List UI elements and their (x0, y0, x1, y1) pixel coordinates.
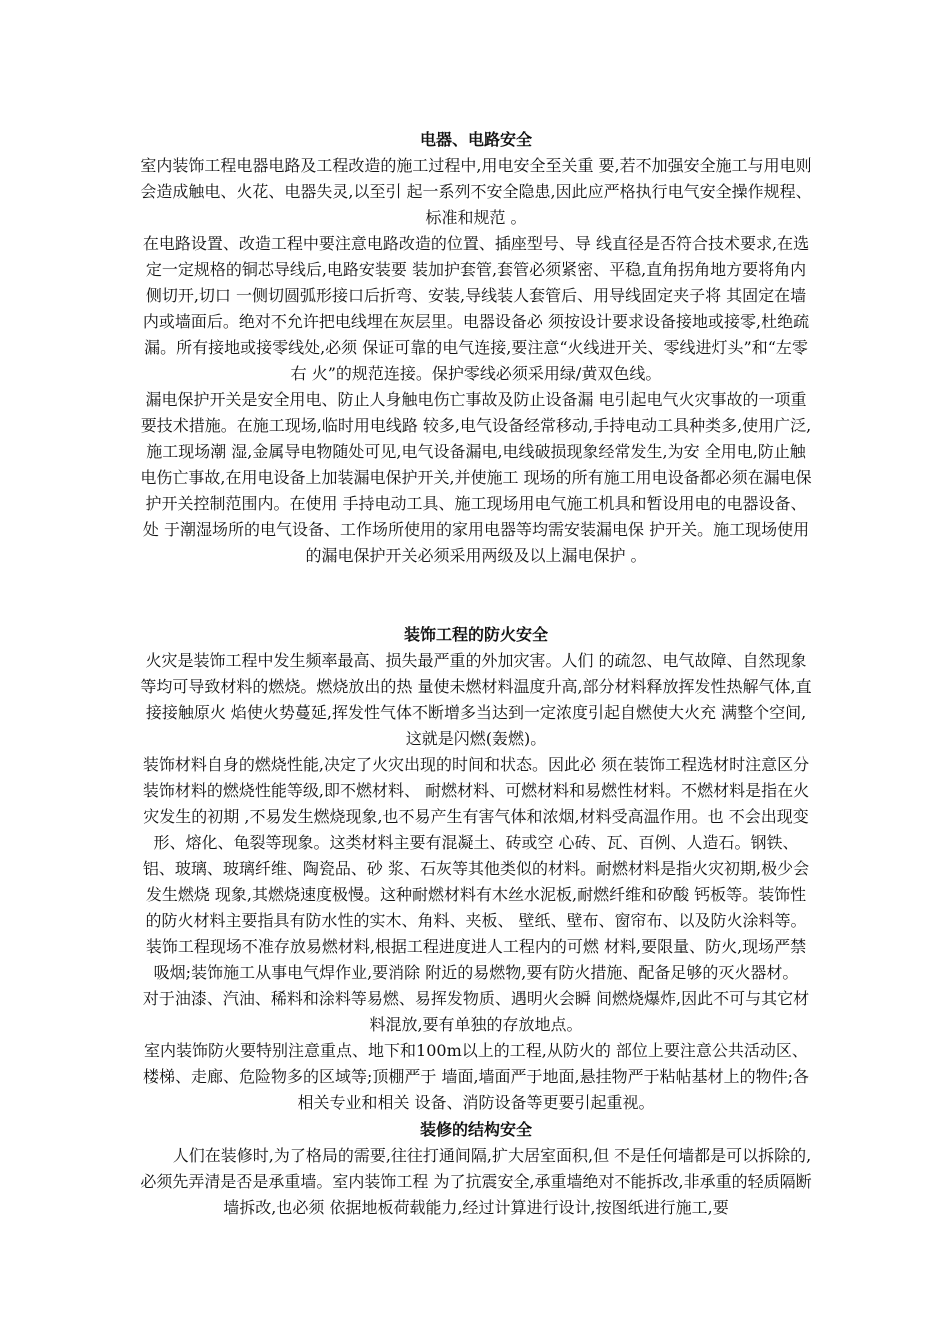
section-fire-safety (140, 621, 812, 1116)
paragraph: 室内装饰工程电器电路及工程改造的施工过程中,用电安全至关重 要,若不加强安全施工与用电则会造成触电、火花、电器失灵,以至引 起一系列不安全隐患,因此应严格执行电气安全操作规程、标准和规范 。 (140, 156, 812, 227)
section-spacer (140, 569, 812, 621)
section-electrical-safety (140, 126, 812, 569)
section-structural-safety (140, 1116, 812, 1221)
document-page (140, 126, 812, 1221)
section-title: 装修的结构安全 (419, 1120, 532, 1139)
paragraph: 对于油漆、汽油、稀料和涂料等易燃、易挥发物质、遇明火会瞬 间燃烧爆炸,因此不可与其它材料混放,要有单独的存放地点。 (142, 989, 810, 1034)
paragraph: 装饰材料自身的燃烧性能,决定了火灾出现的时间和状态。因此必 须在装饰工程选材时注意区分装饰材料的燃烧性能等级,即不燃材料、 耐燃材料、可燃材料和易燃性材料。不燃材料是指在火灾发生的初期 ,不易发生燃烧现象,也不易产生有害气体和浓烟,材料受高温作用。也 不会出现变形、熔化、龟裂等现象。这类材料主要有混凝土、砖或空 心砖、瓦、百例、人造石。钢铁、铝、玻璃、玻璃纤维、陶瓷品、砂 浆、石灰等其他类似的材料。耐燃材料是指火灾初期,极少会发生燃烧 现象,其燃烧速度极慢。这种耐燃材料有木丝水泥板,耐燃纤维和矽酸 钙板等。装饰性的防火材料主要指具有防水性的实木、角料、夹板、 壁纸、壁布、窗帘布、以及防火涂料等。 (142, 755, 810, 930)
paragraph: 装饰工程现场不准存放易燃材料,根据工程进度进人工程内的可燃 材料,要限量、防火,现场严禁吸烟;装饰施工从事电气焊作业,要消除 附近的易燃物,要有防火措施、配备足够的灭火器材。 (145, 937, 807, 982)
paragraph: 漏电保护开关是安全用电、防止人身触电伤亡事故及防止设备漏 电引起电气火灾事故的一项重要技术措施。在施工现场,临时用电线路 较多,电气设备经常移动,手持电动工具种类多,使用广泛,施工现场潮 湿,金属导电物随处可见,电气设备漏电,电线破损现象经常发生,为安 全用电,防止触电伤亡事故,在用电设备上加装漏电保护开关,并使施工 现场的所有施工用电设备都必须在漏电保护开关控制范围内。在使用 手持电动工具、施工现场用电气施工机具和暂设用电的电器设备、处 于潮湿场所的电气设备、工作场所使用的家用电器等均需安装漏电保 护开关。施工现场使用的漏电保护开关必须采用两级及以上漏电保护 。 (140, 390, 812, 565)
paragraph: 室内装饰防火要特别注意重点、地下和100m以上的工程,从防火的 部位上要注意公共活动区、楼梯、走廊、危险物多的区域等;顶棚严于 墙面,墙面严于地面,悬挂物严于粘帖基材上的物件;各相关专业和相关 设备、消防设备等更要引起重视。 (142, 1041, 810, 1112)
paragraph: 火灾是装饰工程中发生频率最高、损失最严重的外加灾害。人们 的疏忽、电气故障、自然现象等均可导致材料的燃烧。燃烧放出的热 量使未燃材料温度升高,部分材料释放挥发性热解气体,直接接触原火 焰使火势蔓延,挥发性气体不断增多当达到一定浓度引起自燃使大火充 满整个空间,这就是闪燃(轰燃)。 (140, 651, 812, 748)
section-title: 电器、电路安全 (419, 130, 532, 149)
paragraph: 在电路设置、改造工程中要注意电路改造的位置、插座型号、导 线直径是否符合技术要求,在选定一定规格的铜芯导线后,电路安装要 装加护套管,套管必须紧密、平稳,直角拐角地方要将角内侧切开,切口 一侧切圆弧形接口后折弯、安装,导线装人套管后、用导线固定夹子将 其固定在墙内或墙面后。绝对不允许把电线埋在灰层里。电器设备必 须按设计要求设备接地或接零,杜绝疏漏。所有接地或接零线处,必须 保证可靠的电气连接,要注意“火线进开关、零线进灯头”和“左零右 火”的规范连接。保护零线必须采用绿/黄双色线。 (142, 234, 810, 383)
section-title: 装饰工程的防火安全 (403, 625, 548, 644)
paragraph: 人们在装修时,为了格局的需要,往往打通间隔,扩大居室面积,但 不是任何墙都是可以拆除的,必须先弄清是否是承重墙。室内装饰工程 为了抗震安全,承重墙绝对不能拆改,非承重的轻质隔断墙拆改,也必须 依据地板荷载能力,经过计算进行设计,按图纸进行施工,要 (140, 1146, 812, 1217)
